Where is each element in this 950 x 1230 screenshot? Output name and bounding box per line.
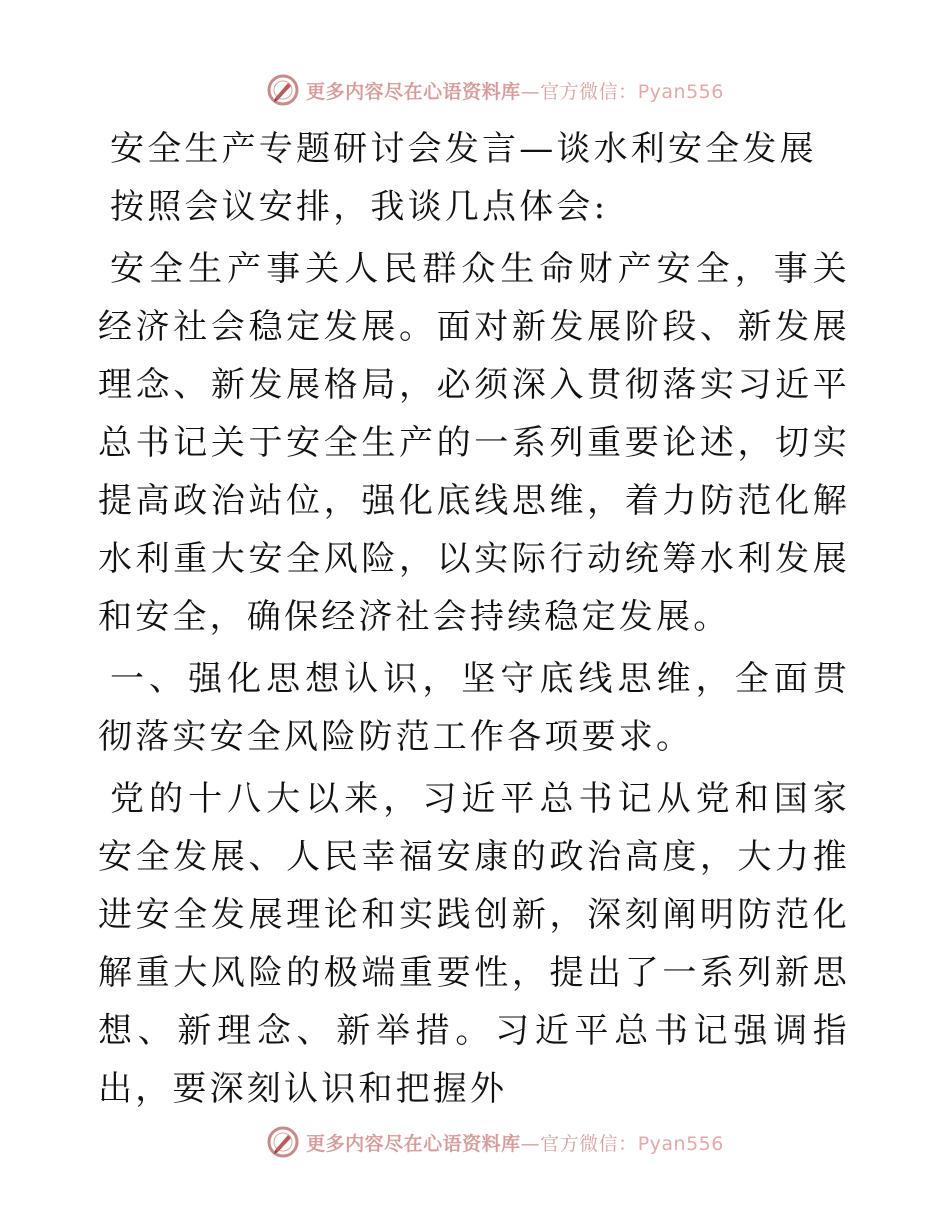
- watermark-wechat-label: —官方微信：: [520, 80, 638, 103]
- paragraph-intro: 按照会议安排，我谈几点体会:: [110, 187, 609, 227]
- watermark-group: [266, 73, 724, 107]
- watermark-text: [306, 77, 724, 104]
- watermark-wechat-id: Pyan556: [637, 1132, 724, 1155]
- paragraph-overview: 安全生产事关人民群众生命财产安全，事关经济社会稳定发展。面对新发展阶段、新发展理念、新发展格局，必须深入贯彻落实习近平总书记关于安全生产的一系列重要论述，切实提高政治站位，强化底线思维，着力防范化解水利重大安全风险，以实际行动统筹水利发展和安全，确保经济社会持续稳定发展。: [98, 249, 850, 637]
- document-body: [98, 120, 850, 1122]
- watermark-text: [306, 1129, 724, 1156]
- watermark-wechat-id: Pyan556: [637, 80, 724, 103]
- watermark-group: [266, 1125, 724, 1159]
- footer-watermark: [0, 1122, 950, 1162]
- pen-logo-icon: [266, 1125, 300, 1159]
- header-watermark: [0, 70, 950, 110]
- document-title: 安全生产专题研讨会发言—谈水利安全发展: [110, 129, 817, 169]
- watermark-site-name: 更多内容尽在心语资料库: [306, 1132, 521, 1155]
- section-heading-1: 一、强化思想认识，坚守底线思维，全面贯彻落实安全风险防范工作各项要求。: [98, 659, 850, 757]
- paragraph-section-1: 党的十八大以来，习近平总书记从党和国家安全发展、人民幸福安康的政治高度，大力推进安全发展理论和实践创新，深刻阐明防范化解重大风险的极端重要性，提出了一系列新思想、新理念、新举措。习近平总书记强调指出，要深刻认识和把握外: [98, 779, 850, 1109]
- pen-logo-icon: [266, 73, 300, 107]
- watermark-wechat-label: —官方微信：: [520, 1132, 638, 1155]
- watermark-site-name: 更多内容尽在心语资料库: [306, 80, 521, 103]
